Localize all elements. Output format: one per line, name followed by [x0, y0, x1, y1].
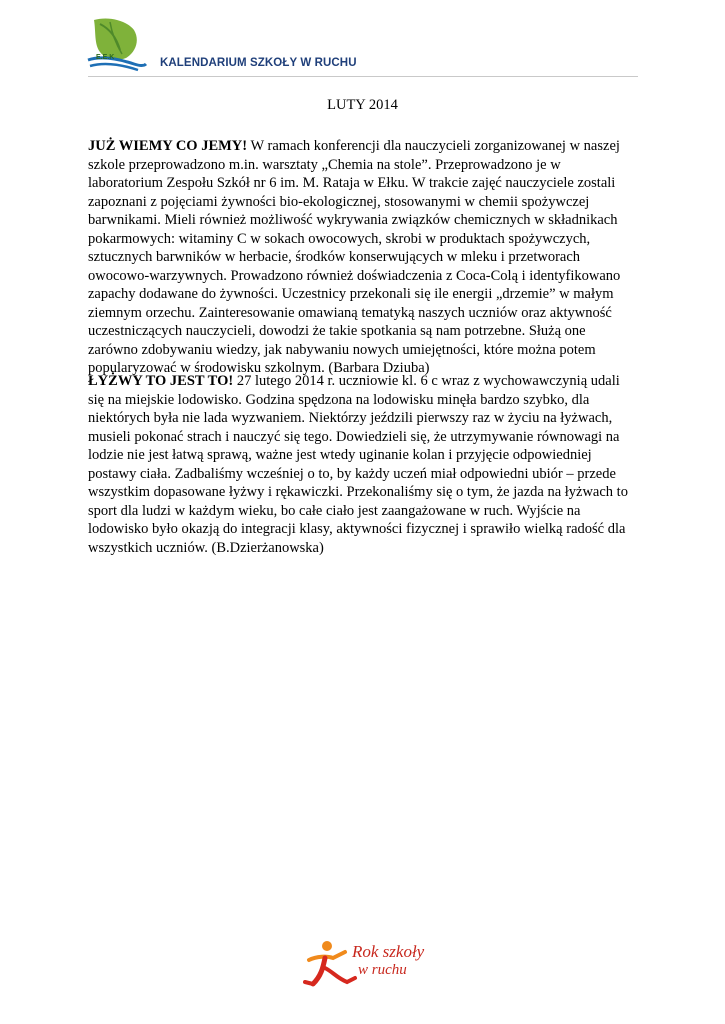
article-line: zapachy dodawane do żywności. Uczestnicy przekonali się ile energii „drzemie” w małym [88, 286, 614, 302]
article-line: zapoznani z pojęciami żywności bio-ekologicznej, stosowanymi w chemii spożywczej [88, 193, 590, 210]
article-line: wszystkim dopasowane łyżwy i rękawiczki. Przekonaliśmy się o tym, że jazda na łyżwach to [88, 484, 628, 500]
article-line: lodowisko było okazją do integracji klasy, aktywności fizycznej i sprawiło wielką radość dla [88, 521, 626, 537]
page-header-title: KALENDARIUM SZKOŁY W RUCHU [160, 57, 357, 69]
article-line [88, 137, 643, 156]
footer-slogan-line2: w ruchu [358, 962, 407, 978]
article-line: szkole przeprowadzono m.in. warsztaty „Chemia na stole”. Przeprowadzono je w [88, 156, 561, 173]
article-lyzwy [88, 372, 643, 557]
article-chemia [88, 137, 643, 378]
article-line: barwnikami. Mieli również możliwość wykrywania związków chemicznych w składnikach [88, 212, 618, 228]
footer-slogan-line1: Rok szkoły [352, 942, 425, 961]
article-line: się na miejskie lodowisko. Godzina spędzona na lodowisku minęła bardzo szybko, dla [88, 391, 590, 408]
school-logo-icon [86, 14, 148, 76]
article-headline: ŁYŻWY TO JEST TO! [88, 373, 234, 389]
article-line: laboratorium Zespołu Szkół nr 6 im. M. Rataja w Ełku. W trakcie zajęć nauczyciele zostali [88, 175, 616, 191]
article-line: wszystkich uczniów. (B.Dzierżanowska) [88, 539, 324, 556]
article-line [88, 372, 643, 391]
article-headline: JUŻ WIEMY CO JEMY! [88, 138, 248, 154]
article-line: sport dla ludzi w każdym wieku, bo całe ciało jest zaangażowane w ruch. Wyjście na [88, 502, 581, 519]
article-text: W ramach konferencji dla nauczycieli zorganizowanej w naszej [247, 138, 620, 154]
article-line: lodzie nie jest łatwą sprawą, ważne jest wtedy uginanie kolan i przyjęcie odpowiedniej [88, 447, 592, 463]
article-line: pokarmowych: witaminy C w sokach owocowych, skrobi w produktach spożywczych, [88, 230, 591, 247]
article-line: popularyzować w środowisku szkolnym. (Barbara Dziuba) [88, 360, 430, 376]
article-line: owocowo-warzywnych. Prowadzono również doświadczenia z Coca-Colą i identyfikowano [88, 267, 621, 284]
logo-letters: E.E.K [96, 54, 115, 61]
article-line: postawy ciała. Zadbaliśmy wcześniej o to, by każdy uczeń miał odpowiedni ubiór – przede [88, 465, 616, 482]
article-line: musieli pokonać strach i nauczyć się tego. Dowiedzieli się, że utrzymywanie równowagi na [88, 428, 620, 445]
article-line: niektórych była nie lada wyzwaniem. Niektórzy jeździli pierwszy raz w życiu na łyżwach, [88, 410, 613, 426]
article-text: 27 lutego 2014 r. uczniowie kl. 6 c wraz z wychowawczynią udali [233, 373, 620, 389]
article-line: ziemnym orzechu. Zainteresowanie omawianą tematyką naszych uczniów oraz aktywność [88, 304, 612, 321]
month-heading: LUTY 2014 [327, 97, 398, 113]
article-line: zarówno zdobywaniu wiedzy, jak nabywaniu nowych umiejętności, które można potem [88, 341, 596, 358]
article-line: sztucznych barwników w herbacie, środków konserwujących w mleku i przetworach [88, 249, 581, 265]
header-divider [88, 76, 638, 77]
article-line: uczestniczących nauczycieli, dowodzi że takie spotkania są nam potrzebne. Służą one [88, 323, 586, 339]
